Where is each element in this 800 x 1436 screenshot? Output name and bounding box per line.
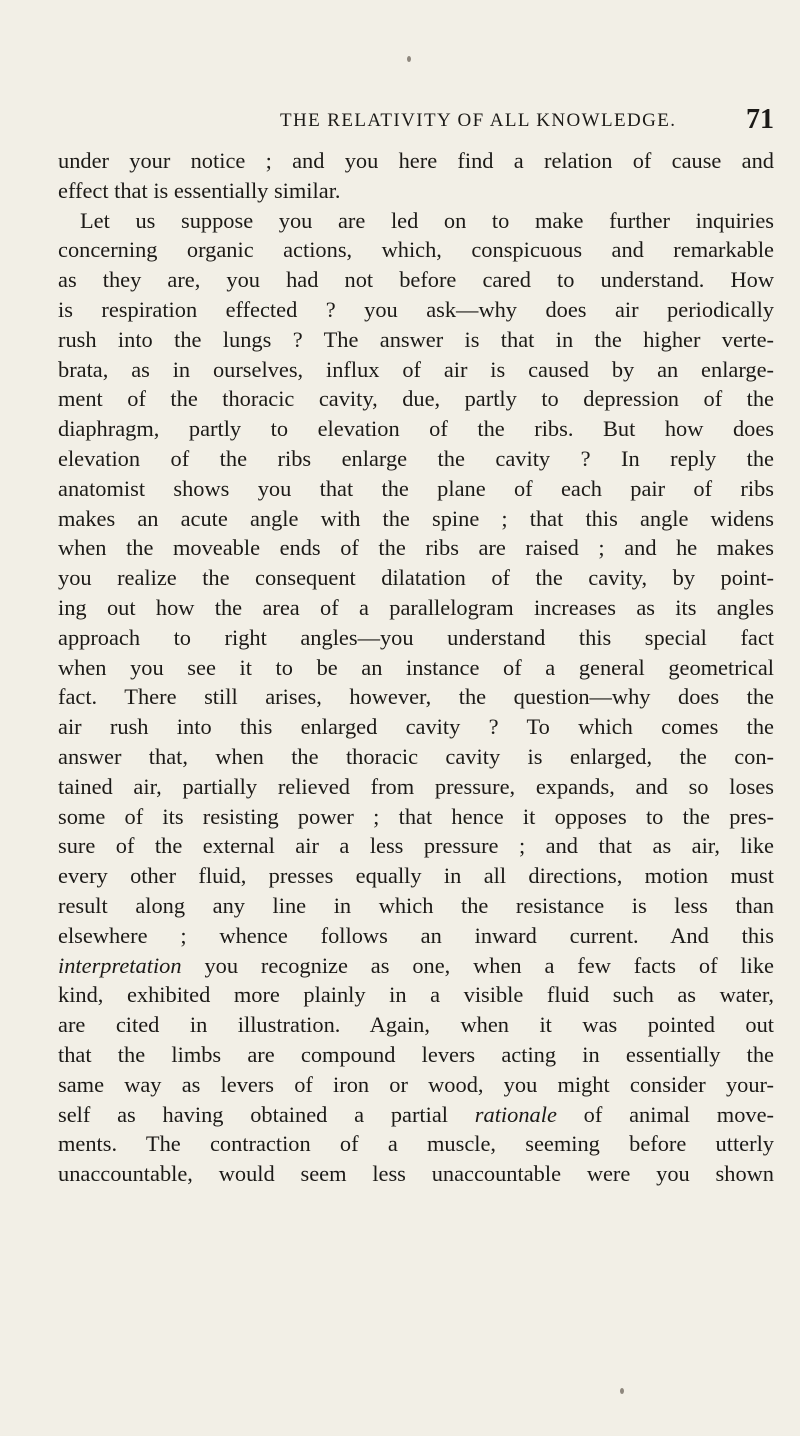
text-line: answer that, when the thoracic cavity is enlarged, the con-	[58, 743, 774, 769]
text-line: kind, exhibited more plainly in a visible fluid such as water,	[58, 982, 774, 1008]
text-line: Let us suppose you are led on to make further inquiries	[80, 207, 774, 233]
text-line: concerning organic actions, which, conspicuous and remarkable	[58, 237, 774, 263]
text-line: result along any line in which the resistance is less than	[58, 892, 774, 918]
text-line: tained air, partially relieved from pressure, expands, and so loses	[58, 773, 774, 799]
text-line: effect that is essentially similar.	[58, 177, 341, 203]
text-line: are cited in illustration. Again, when it was pointed out	[58, 1012, 774, 1038]
text-line: unaccountable, would seem less unaccountable were you shown	[58, 1161, 774, 1187]
text-line: when the moveable ends of the ribs are raised ; and he makes	[58, 535, 774, 561]
text-line: sure of the external air a less pressure ; and that as air, like	[58, 833, 774, 859]
page-number: 71	[746, 104, 774, 135]
text-line: every other fluid, presses equally in all directions, motion must	[58, 863, 774, 889]
text-line: some of its resisting power ; that hence it opposes to the pres-	[58, 803, 774, 829]
body-text	[58, 146, 774, 1189]
ink-speck	[407, 56, 411, 62]
text-line: self as having obtained a partial rationale of animal move-	[58, 1101, 775, 1127]
text-line: as they are, you had not before cared to understand. How	[58, 267, 774, 293]
text-line: is respiration effected ? you ask—why does air periodically	[58, 296, 774, 322]
running-head	[60, 104, 780, 144]
text-line: when you see it to be an instance of a general geometrical	[58, 654, 774, 680]
text-line: you realize the consequent dilatation of the cavity, by point-	[58, 565, 774, 591]
text-line: elevation of the ribs enlarge the cavity ? In reply the	[58, 445, 774, 471]
text-line: ments. The contraction of a muscle, seeming before utterly	[58, 1131, 774, 1157]
text-line: same way as levers of iron or wood, you might consider your-	[58, 1071, 774, 1097]
running-head-title: THE RELATIVITY OF ALL KNOWLEDGE.	[280, 110, 677, 131]
text-line: approach to right angles—you understand this special fact	[58, 624, 774, 650]
text-line: under your notice ; and you here find a relation of cause and	[58, 148, 774, 173]
ink-speck	[620, 1388, 624, 1394]
text-line: ing out how the area of a parallelogram increases as its angles	[58, 594, 774, 620]
text-line: ment of the thoracic cavity, due, partly to depression of the	[58, 386, 774, 412]
text-line: air rush into this enlarged cavity ? To which comes the	[58, 714, 774, 740]
text-line: brata, as in ourselves, influx of air is caused by an enlarge-	[58, 356, 774, 382]
text-line: fact. There still arises, however, the question—why does the	[58, 684, 774, 710]
text-line: diaphragm, partly to elevation of the ribs. But how does	[58, 416, 774, 442]
text-line: interpretation you recognize as one, when a few facts of like	[58, 952, 774, 978]
text-line: makes an acute angle with the spine ; that this angle widens	[58, 505, 774, 531]
text-line: elsewhere ; whence follows an inward current. And this	[58, 922, 774, 948]
text-line: rush into the lungs ? The answer is that in the higher verte-	[58, 326, 774, 352]
text-line: that the limbs are compound levers acting in essentially the	[58, 1041, 774, 1067]
text-line: anatomist shows you that the plane of each pair of ribs	[58, 475, 774, 501]
